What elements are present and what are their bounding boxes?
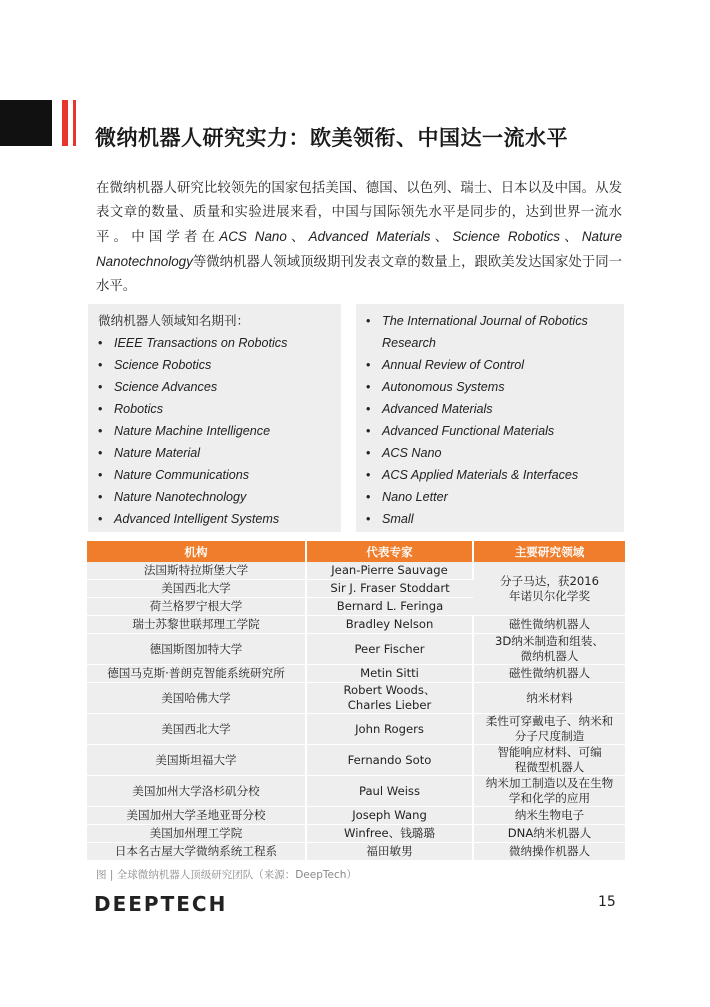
field-cell: 纳米材料 [473,683,625,714]
journal-name: ACS Nano [219,229,287,244]
intro-text: 在微纳机器人研究比较领先的国家包括美国、德国、以色列、瑞士、日本以及中国。从发表文章的数量、质量和实验进展来看，中国与国际领先水平是同步的，达到世界一流水平。中国学者在 [96,181,622,245]
expert-cell: Winfree、钱璐璐 [306,825,473,843]
journal-name: Nature Nanotechnology [96,229,623,269]
separator: 、 [430,230,453,245]
field-cell: 微纳操作机器人 [473,843,625,861]
journal-item: • Nano Letter [366,486,614,508]
field-cell: 智能响应材料、可编程微型机器人 [473,745,625,776]
expert-cell: Jean-Pierre Sauvage [306,562,473,580]
table-row [87,714,625,745]
journal-item: • Nature Communications [98,464,331,486]
journal-item: • Annual Review of Control [366,354,614,376]
decorative-black-block [0,100,52,146]
table-row [87,745,625,776]
journal-item: • Advanced Intelligent Systems [98,508,331,530]
institution-cell: 瑞士苏黎世联邦理工学院 [87,616,306,634]
field-cell: 柔性可穿戴电子、纳米和分子尺度制造 [473,714,625,745]
journal-list-right [356,304,624,532]
institution-cell: 美国加州理工学院 [87,825,306,843]
journal-item: • IEEE Transactions on Robotics [98,332,331,354]
table-row [87,634,625,665]
separator: 、 [286,230,309,245]
expert-cell: Bernard L. Feringa [306,598,473,616]
journal-item: • The International Journal of Robotics Research [366,310,614,354]
journal-list-heading: 微纳机器人领域知名期刊： [98,313,250,328]
journal-item: • Autonomous Systems [366,376,614,398]
journal-item: • Nature Machine Intelligence [98,420,331,442]
institution-cell: 美国西北大学 [87,580,306,598]
intro-paragraph [96,177,622,299]
intro-text: 等微纳机器人领域顶级期刊发表文章的数量上，跟欧美发达国家处于同一水平。 [96,255,622,294]
field-cell: 纳米生物电子 [473,807,625,825]
expert-cell: 福田敏男 [306,843,473,861]
expert-cell: Robert Woods、Charles Lieber [306,683,473,714]
column-header-expert: 代表专家 [306,541,473,562]
journal-item: • Science Robotics [98,354,331,376]
decorative-red-bar [62,100,68,146]
journal-item: • Nature Nanotechnology [98,486,331,508]
institution-cell: 德国马克斯·普朗克智能系统研究所 [87,665,306,683]
journal-list-left [88,304,341,532]
institution-cell: 荷兰格罗宁根大学 [87,598,306,616]
journal-item: • ACS Nano [366,442,614,464]
expert-cell: Metin Sitti [306,665,473,683]
expert-cell: John Rogers [306,714,473,745]
column-header-institution: 机构 [87,541,306,562]
table-row [87,683,625,714]
institution-cell: 美国西北大学 [87,714,306,745]
institution-cell: 法国斯特拉斯堡大学 [87,562,306,580]
journal-name: Advanced Materials [308,229,431,244]
separator: 、 [560,230,582,245]
institution-cell: 美国加州大学圣地亚哥分校 [87,807,306,825]
institution-cell: 美国加州大学洛杉矶分校 [87,776,306,807]
journal-item: • ACS Applied Materials & Interfaces [366,464,614,486]
table-row [87,562,625,580]
expert-cell: Sir J. Fraser Stoddart [306,580,473,598]
table-row [87,776,625,807]
field-cell: DNA纳米机器人 [473,825,625,843]
journal-item: • Robotics [98,398,331,420]
expert-cell: Fernando Soto [306,745,473,776]
journal-item: • Advanced Functional Materials [366,420,614,442]
institution-cell: 美国斯坦福大学 [87,745,306,776]
table-row [87,665,625,683]
research-teams-table [87,541,625,861]
expert-cell: Peer Fischer [306,634,473,665]
journal-item: • Nature Material [98,442,331,464]
deeptech-logo: DEEPTECH [94,892,228,916]
field-cell: 纳米加工制造以及在生物学和化学的应用 [473,776,625,807]
table-row [87,616,625,634]
table-row [87,807,625,825]
expert-cell: Bradley Nelson [306,616,473,634]
table-caption: 图 | 全球微纳机器人顶级研究团队（来源：DeepTech） [96,869,357,881]
expert-cell: Paul Weiss [306,776,473,807]
journal-name: Science Robotics [452,229,560,244]
journal-item: • Science Advances [98,376,331,398]
journal-item: • Small [366,508,614,530]
expert-cell: Joseph Wang [306,807,473,825]
institution-cell: 美国哈佛大学 [87,683,306,714]
page-number: 15 [598,894,616,910]
page-title: 微纳机器人研究实力：欧美领衔、中国达一流水平 [95,126,568,150]
table-header-row [87,541,625,562]
table-row [87,843,625,861]
institution-cell: 日本名古屋大学微纳系统工程系 [87,843,306,861]
journal-item: • Advanced Materials [366,398,614,420]
table-row [87,825,625,843]
column-header-field: 主要研究领域 [473,541,625,562]
field-cell: 磁性微纳机器人 [473,616,625,634]
institution-cell: 德国斯图加特大学 [87,634,306,665]
decorative-red-bar-thin [73,100,76,146]
field-cell: 分子马达，获2016年诺贝尔化学奖 [473,562,625,616]
field-cell: 磁性微纳机器人 [473,665,625,683]
field-cell: 3D纳米制造和组装、微纳机器人 [473,634,625,665]
